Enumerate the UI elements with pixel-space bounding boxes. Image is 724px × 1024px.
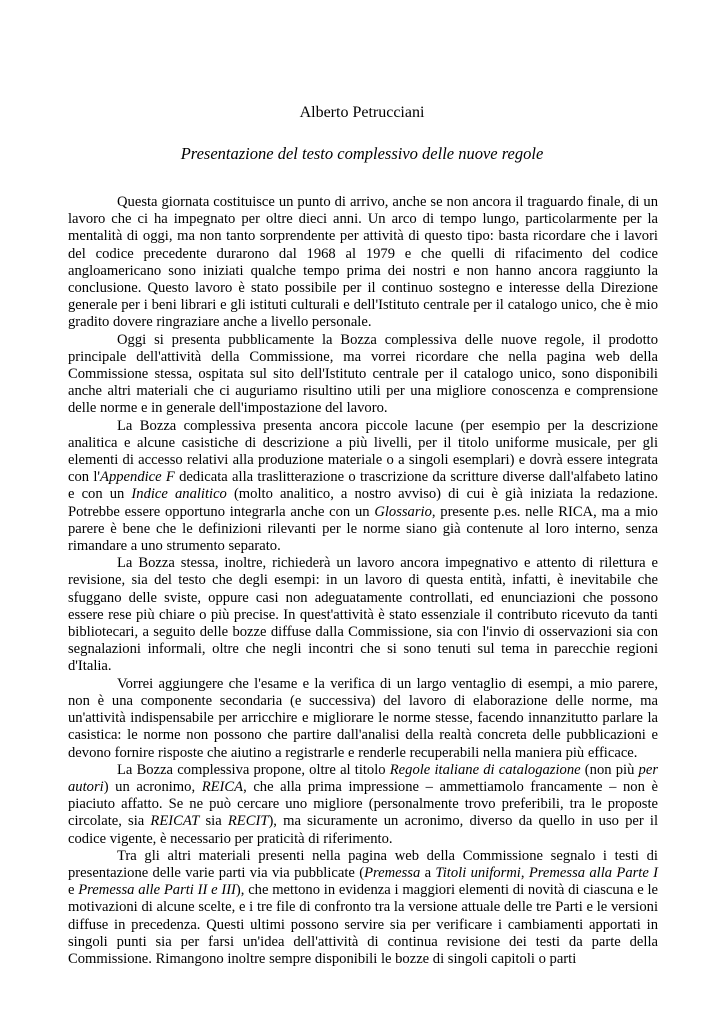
paragraph-text: ), che mettono in evidenza i maggiori elementi di novità di ciascuna e le motivazioni di alcune scelte, e i tre file di confronto tra la versione attuale delle tre Parti e le versioni diffuse in precedenza. Questi ultimi possono servire sia per verificare i cambiamenti apportati in singoli punti sia per farsi un'idea dell'attività di continua revisione dei testi da parte della Commissione. Rimangono inoltre sempre disponibili le bozze di singoli capitoli o parti: [68, 882, 659, 967]
italic-text: Appendice F: [100, 469, 175, 486]
italic-text: Premessa alle Parti II e III: [78, 882, 236, 899]
italic-text: Glossario: [374, 503, 432, 520]
paragraph-text: e: [68, 882, 79, 899]
paragraph-text: , che alla prima impressione – ammettiamolo francamente – non è piaciuto affatto. Se ne può cercare uno migliore (personalmente trovo preferibili, tra le proposte circolate, sia: [68, 778, 658, 830]
paragraph-text: a: [420, 864, 436, 881]
paragraph: [68, 332, 658, 418]
paragraph-text: , presente p.es. nelle RICA, ma a mio parere è bene che le definizioni rilevanti per le norme siano già contenute al loro interno, senza rimandare a uno strumento separato.: [68, 503, 658, 555]
italic-text: Indice analitico: [131, 486, 227, 503]
paragraph: [68, 676, 658, 762]
paragraph: [68, 848, 658, 968]
paragraph: [68, 762, 658, 848]
document-body: [68, 194, 658, 968]
paragraph-text: (non più: [580, 761, 639, 778]
italic-text: Titoli uniformi: [435, 864, 521, 881]
paragraph-text: Oggi si presenta pubblicamente la Bozza complessiva delle nuove regole, il prodotto principale dell'attività della Commissione, ma vorrei ricordare che nella pagina web della Commissione stessa, ospitata sul sito dell'Istituto centrale per il catalogo unico, sono disponibili anche altri materiali che ci auguriamo risultino utili per una migliore conoscenza e comprensione delle norme e in generale dell'impostazione del lavoro.: [68, 331, 658, 417]
paragraph-text: ), ma sicuramente un acronimo, diverso da quello in uso per il codice vigente, è necessario per praticità di riferimento.: [68, 813, 658, 847]
paragraph-text: ,: [520, 864, 529, 881]
paragraph-text: La Bozza complessiva propone, oltre al titolo: [117, 761, 390, 778]
paragraph-text: ) un acronimo,: [103, 778, 202, 795]
paragraph: [68, 555, 658, 675]
italic-text: Premessa: [364, 864, 421, 881]
paragraph-text: (molto analitico, a nostro avviso) di cui è già iniziata la redazione. Potrebbe essere opportuno integrarla anche con un: [68, 486, 658, 520]
paragraph-text: La Bozza complessiva presenta ancora piccole lacune (per esempio per la descrizione analitica e alcune casistiche di descrizione a più livelli, per il titolo uniforme musicale, per gli elementi di accesso relativi alla produzione materiale o a singoli esemplari) e dovrà essere integrata con l': [68, 417, 658, 486]
paragraph-text: Vorrei aggiungere che l'esame e la verifica di un largo ventaglio di esempi, a mio parere, non è una componente secondaria (e successiva) del lavoro di elaborazione delle norme, ma un'attività indispensabile per arricchire e migliorare le norme stesse, facendo innanzitutto parlare la casistica: le norme non possono che partire dall'analisi della realtà concreta delle pubblicazioni e devono fornire risposte che aiutino a registrarle e renderle recuperabili nella maniera più efficace.: [68, 675, 658, 761]
italic-text: REICAT: [150, 813, 200, 830]
paragraph: [68, 418, 658, 556]
italic-text: RECIT: [227, 813, 269, 830]
italic-text: per autori: [68, 761, 659, 795]
paragraph-text: La Bozza stessa, inoltre, richiederà un lavoro ancora impegnativo e attento di rilettura e revisione, sia del testo che degli esempi: in un lavoro di questa entità, infatti, è inevitabile che sfuggano delle sviste, oppure casi non adeguatamente controllati, ed enunciazioni che possono essere rese più chiare o più precise. In quest'attività è stato essenziale il contributo ricevuto da tanti bibliotecari, a seguito delle bozze diffuse dalla Commissione, sia con l'invio di osservazioni sia con segnalazioni informali, oltre che negli incontri che si sono tenuti sul tema in parecchie regioni d'Italia.: [68, 555, 658, 675]
document-title: Presentazione del testo complessivo delle nuove regole: [180, 144, 544, 163]
paragraph: [68, 194, 658, 332]
paragraph-text: Questa giornata costituisce un punto di arrivo, anche se non ancora il traguardo finale, di un lavoro che ci ha impegnato per oltre dieci anni. Un arco di tempo lungo, particolarmente per la mentalità di oggi, ma non tanto sorprendente per attività di questo tipo: basta ricordare che i lavori del codice precedente durarono dal 1968 al 1979 e che quelli di rifacimento del codice angloamericano sono iniziati qualche tempo prima dei nostri e non hanno ancora raggiunto la conclusione. Questo lavoro è stato possibile per il continuo sostegno e interesse della Direzione generale per i beni librari e gli istituti culturali e dell'Istituto centrale per il catalogo unico, che è mio gradito dovere ringraziare anche a livello personale.: [68, 194, 658, 331]
italic-text: Premessa alla Parte I: [528, 864, 659, 881]
author-name: Alberto Petrucciani: [299, 104, 425, 121]
italic-text: Regole italiane di catalogazione: [389, 761, 581, 778]
paragraph-text: dedicata alla traslitterazione o trascrizione da scritture diverse dall'alfabeto latino e con un: [68, 469, 658, 503]
italic-text: REICA: [201, 778, 244, 795]
paragraph-text: sia: [199, 813, 228, 830]
paragraph-text: Tra gli altri materiali presenti nella pagina web della Commissione segnalo i testi di presentazione delle varie parti via via pubblicate (: [68, 847, 658, 881]
